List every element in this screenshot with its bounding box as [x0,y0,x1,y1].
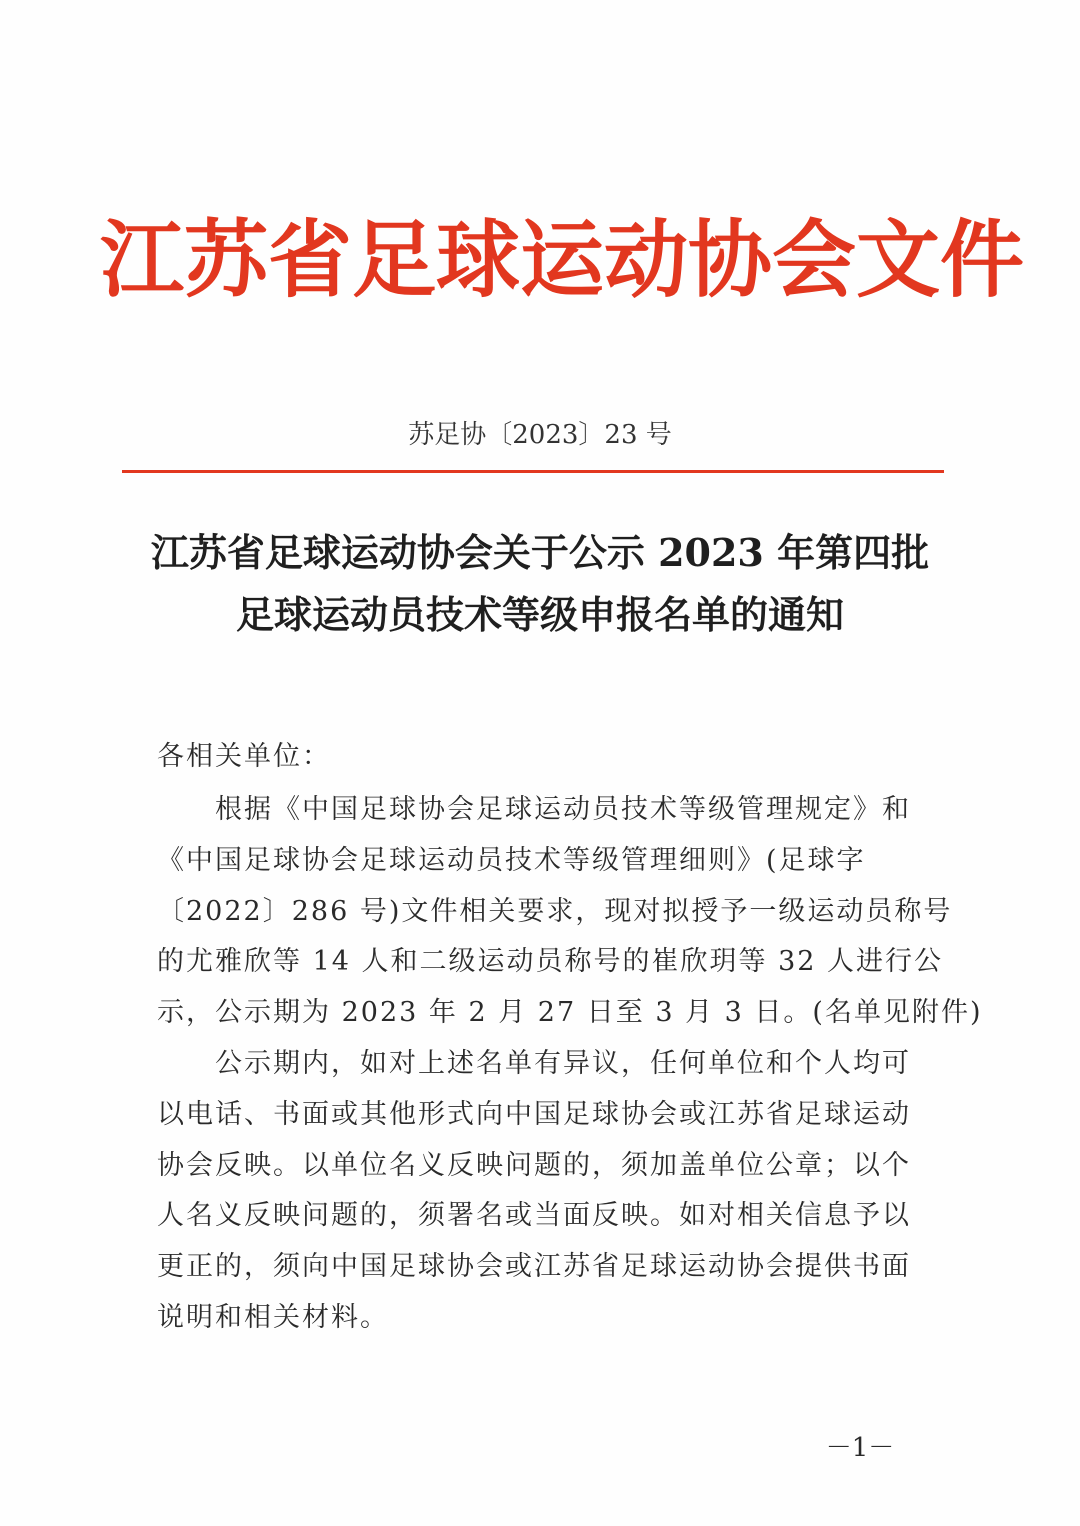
body-line: 说明和相关材料。 [157,1301,389,1333]
body-line: 人名义反映问题的，须署名或当面反映。如对相关信息予以 [157,1200,911,1232]
body-line: 公示期内，如对上述名单有异议，任何单位和个人均可 [215,1047,911,1079]
red-divider-rule [122,470,944,473]
doc-title [100,522,980,646]
org-header: 江苏省足球运动协会文件 [100,210,1025,309]
body-line: 《中国足球协会足球运动员技术等级管理细则》(足球字 [157,844,866,876]
body-line: 根据《中国足球协会足球运动员技术等级管理规定》和 [215,794,911,825]
salutation: 各相关单位： [157,741,331,772]
body-line: 示，公示期为 2023 年 2 月 27 日至 3 月 3 日。(名单见附件) [157,997,983,1029]
doc-title-line-2: 足球运动员技术等级申报名单的通知 [235,592,844,637]
doc-title-line-1: 江苏省足球运动协会关于公示 2023 年第四批 [150,530,930,575]
body-line: 以电话、书面或其他形式向中国足球协会或江苏省足球运动 [157,1098,911,1130]
body-line: 更正的，须向中国足球协会或江苏省足球运动协会提供书面 [157,1251,911,1283]
doc-number: 苏足协〔2023〕23 号 [408,420,672,450]
body-line: 协会反映。以单位名义反映问题的，须加盖单位公章；以个 [157,1149,911,1181]
page-number: －1－ [825,1433,895,1463]
body-text [157,785,983,1344]
body-line: 〔2022〕286 号)文件相关要求，现对拟授予一级运动员称号 [157,895,953,927]
body-line: 的尤雅欣等 14 人和二级运动员称号的崔欣玥等 32 人进行公 [157,946,944,978]
